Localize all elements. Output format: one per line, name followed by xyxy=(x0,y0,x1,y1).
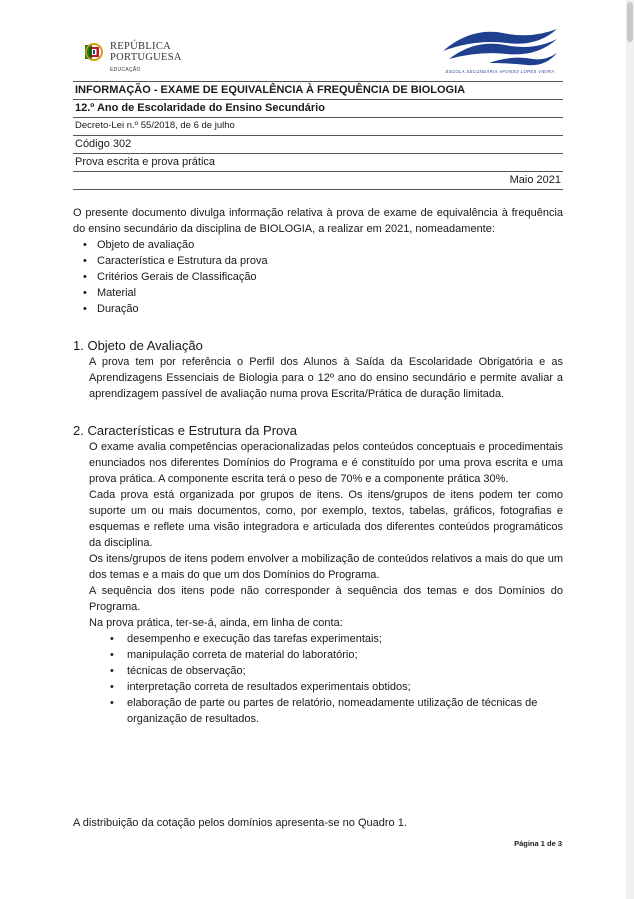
decree-reference: Decreto-Lei n.º 55/2018, de 6 de julho xyxy=(73,118,563,136)
list-item: • manipulação correta de material do laboratório; xyxy=(127,647,563,663)
school-year: 12.º Ano de Escolaridade do Ensino Secundário xyxy=(73,100,563,118)
document-title: INFORMAÇÃO - EXAME DE EQUIVALÊNCIA À FREQUÊNCIA DE BIOLOGIA xyxy=(73,81,563,100)
list-item: • interpretação correta de resultados experimentais obtidos; xyxy=(127,679,563,695)
list-item: • Critérios Gerais de Classificação xyxy=(97,269,563,285)
section2-heading: 2. Características e Estrutura da Prova xyxy=(73,423,297,438)
intro-paragraph: O presente documento divulga informação relativa à prova de exame de equivalência à frequência do ensino secundário da disciplina de BIOLOGIA, a realizar em 2021, nomeadamente: xyxy=(73,207,563,235)
section2-paragraph-4: A sequência dos itens pode não corresponder à sequência dos temas e dos Domínios do Programa. xyxy=(89,585,563,613)
closing-sentence: A distribuição da cotação pelos domínios apresenta-se no Quadro 1. xyxy=(73,817,407,829)
list-item: • Duração xyxy=(97,301,563,317)
coat-of-arms-icon xyxy=(83,41,105,63)
section2-paragraph-2: Cada prova está organizada por grupos de itens. Os itens/grupos de itens podem ter como suporte um ou mais documentos, como, por exemplo, textos, tabelas, gráficos, fotografias e esquemas e reflete uma visão integradora e articulada dos diferentes conteúdos programáticos da disciplina. xyxy=(89,489,563,549)
section2-paragraph-3: Os itens/grupos de itens podem envolver a mobilização de conteúdos relativos a mais do que um dos temas e a mais do que um dos Domínios do Programa. xyxy=(89,553,563,581)
exam-type: Prova escrita e prova prática xyxy=(73,154,563,172)
list-item: • Característica e Estrutura da prova xyxy=(97,253,563,269)
section2-paragraph-5: Na prova prática, ter-se-á, ainda, em linha de conta: xyxy=(89,617,343,629)
info-table xyxy=(73,81,563,190)
gov-logo-line1: REPÚBLICA xyxy=(110,41,172,52)
exam-code: Código 302 xyxy=(73,136,563,154)
list-item: • Objeto de avaliação xyxy=(97,237,563,253)
list-item: • técnicas de observação; xyxy=(127,663,563,679)
school-wave-icon xyxy=(441,23,559,69)
document-date: Maio 2021 xyxy=(73,172,563,190)
section1-heading: 1. Objeto de Avaliação xyxy=(73,338,203,353)
gov-logo-line2: PORTUGUESA xyxy=(110,52,182,63)
practical-criteria-list xyxy=(73,631,563,727)
school-logo xyxy=(441,23,559,75)
section1-paragraph: A prova tem por referência o Perfil dos Alunos à Saída da Escolaridade Obrigatória e as Aprendizagens Essenciais de Biologia para o 12º ano do ensino secundário e permite avaliar a aprendizagem passível de avaliação numa prova Escrita/Prática de duração limitada. xyxy=(89,356,563,400)
scrollbar-thumb[interactable] xyxy=(627,2,633,42)
page-number: Página 1 de 3 xyxy=(514,839,562,848)
section2-paragraph-1: O exame avalia competências operacionalizadas pelos conteúdos conceptuais e procedimentais enunciados nos diferentes Domínios do Programa e é constituído por uma prova escrita e uma prova prática. A componente escrita terá o peso de 70% e a componente prática 30%. xyxy=(89,441,563,485)
vertical-scrollbar[interactable] xyxy=(626,0,634,899)
school-logo-caption: ESCOLA SECUNDÁRIA AFONSO LOPES VIEIRA xyxy=(445,69,555,74)
list-item: • Material xyxy=(97,285,563,301)
document-body xyxy=(73,205,563,727)
list-item: • elaboração de parte ou partes de relatório, nomeadamente utilização de técnicas de organização de resultados. xyxy=(127,695,563,727)
list-item: • desempenho e execução das tarefas experimentais; xyxy=(127,631,563,647)
republica-portuguesa-logo xyxy=(83,41,182,76)
gov-logo-line3: EDUCAÇÃO xyxy=(110,67,141,73)
intro-list xyxy=(73,237,563,317)
